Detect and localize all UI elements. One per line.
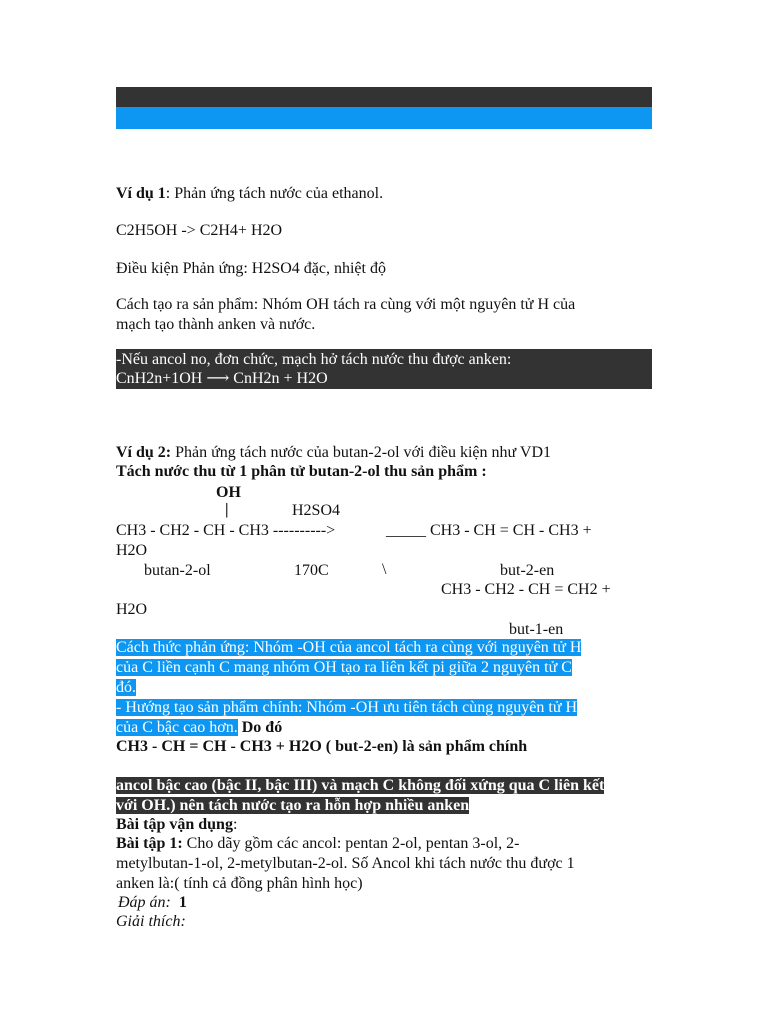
example2-product1-name: but-2-en <box>500 562 555 579</box>
example2-reactant-name: butan-2-ol <box>144 562 211 579</box>
header-bar-dark <box>116 87 652 107</box>
example1-equation: C2H5OH -> C2H4+ H2O <box>116 222 283 239</box>
rule-line3: đó. <box>116 679 136 696</box>
example2-catalyst: H2SO4 <box>292 502 341 519</box>
exercise1-line3: anken là:( tính cả đồng phân hình học) <box>116 875 363 892</box>
example2-branch: \ <box>382 561 387 578</box>
rule-line4: - Hướng tạo sản phẩm chính: Nhóm -OH ưu tiên tách cùng nguyên tử H <box>116 699 578 716</box>
rule-note-line2: với OH.) nên tách nước tạo ra hỗn hợp nhiều anken <box>116 797 470 814</box>
example2-water1: H2O <box>116 542 148 559</box>
example1-heading <box>116 184 383 204</box>
example1-note-line1: -Nếu ancol no, đơn chức, mạch hở tách nước thu được anken: <box>116 351 512 368</box>
example2-temperature: 170C <box>294 562 329 579</box>
answer-value: 1 <box>178 894 187 911</box>
exercises-heading: Bài tập vận dụng: <box>116 816 238 833</box>
example2-product2: CH3 - CH2 - CH = CH2 + <box>441 581 611 598</box>
example2-product2-name: but-1-en <box>509 621 564 638</box>
example1-note-block <box>116 349 652 389</box>
example2-bond: | <box>225 501 229 518</box>
explain-label: Giải thích: <box>116 913 186 930</box>
example2-oh: OH <box>216 484 241 501</box>
example1-label: Ví dụ 1 <box>116 185 166 202</box>
rule-main-product: CH3 - CH = CH - CH3 + H2O ( but-2-en) là sản phẩm chính <box>116 738 528 755</box>
answer-label: Đáp án: <box>118 894 171 911</box>
example2-title: Phản ứng tách nước của butan-2-ol với điều kiện như VD1 <box>171 444 552 461</box>
example1-mechanism-line2: mạch tạo thành anken và nước. <box>116 316 316 333</box>
exercise1-label: Bài tập 1: <box>116 835 183 852</box>
exercise1-line2: metylbutan-1-ol, 2-metylbutan-2-ol. Số Ancol khi tách nước thu được 1 <box>116 855 575 872</box>
example2-label: Ví dụ 2: <box>116 444 172 461</box>
example2-water2: H2O <box>116 601 148 618</box>
example1-mechanism-line1: Cách tạo ra sản phẩm: Nhóm OH tách ra cùng với một nguyên tử H của <box>116 296 576 313</box>
example2-product1: _____ CH3 - CH = CH - CH3 + <box>386 522 592 539</box>
rule-note-line1: ancol bậc cao (bậc II, bậc III) và mạch C không đối xứng qua C liên kết <box>116 777 605 794</box>
rule-line5-tail: Do đó <box>237 719 283 736</box>
example2-reactant: CH3 - CH2 - CH - CH3 ----------> <box>116 522 336 539</box>
answer-line <box>118 893 187 913</box>
exercise1-line1: Bài tập 1: Cho dãy gồm các ancol: pentan 2-ol, pentan 3-ol, 2- <box>116 835 520 852</box>
rule-line1: Cách thức phản ứng: Nhóm -OH của ancol tách ra cùng với nguyên tử H <box>116 639 582 656</box>
example1-note-line2: CnH2n+1OH ⟶ CnH2n + H2O <box>116 370 328 387</box>
rule-line2: của C liền cạnh C mang nhóm OH tạo ra liên kết pi giữa 2 nguyên tử C <box>116 659 572 676</box>
example1-title: : Phản ứng tách nước của ethanol. <box>165 185 384 202</box>
header-bar-blue <box>116 107 652 129</box>
example2-heading <box>116 443 551 463</box>
example1-condition: Điều kiện Phản ứng: H2SO4 đặc, nhiệt độ <box>116 260 386 277</box>
rule-line5: của C bậc cao hơn. Do đó <box>116 719 283 736</box>
example2-intro: Tách nước thu từ 1 phân tử butan-2-ol thu sản phẩm : <box>116 463 487 480</box>
